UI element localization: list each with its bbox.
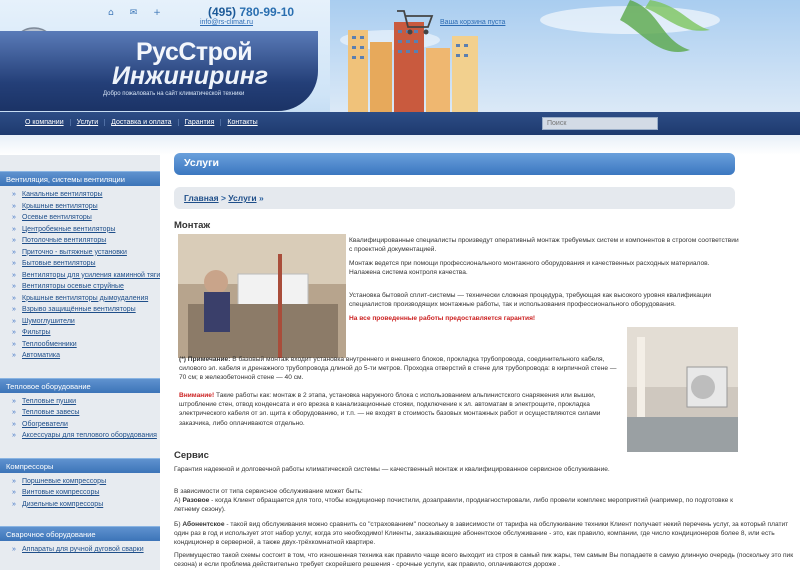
sidebar-item[interactable]: » Винтовые компрессоры bbox=[12, 487, 160, 499]
sidebar-item[interactable]: » Тепловые завесы bbox=[12, 407, 160, 419]
sidebar-section bbox=[0, 458, 160, 511]
sidebar-item[interactable]: » Обогреватели bbox=[12, 419, 160, 431]
note-paragraph bbox=[179, 355, 624, 383]
servis-b-text: - такой вид обслуживания можно сравнить со "страхованием" поскольку в зависимости от тарифа на обслуживание техники Клиент получает некий перечень услуг, за который платит один раз в год и использует этот набор услуг, когда это необходимо! Клиенты, заказывающие абонентское обслуживание - это, как правило, компании, где число кондиционеров более 8, или есть кондиционер в серверной, а также двух-трёхкомнатной квартире. bbox=[174, 521, 789, 547]
note-label: (*) Примечание: bbox=[179, 356, 231, 363]
attention-paragraph bbox=[179, 391, 624, 428]
sidebar-item[interactable]: » Шумоглушители bbox=[12, 316, 160, 328]
sidebar bbox=[0, 155, 160, 570]
home-icon[interactable]: ⌂ bbox=[108, 8, 114, 18]
breadcrumb-current[interactable]: Услуги bbox=[228, 193, 257, 203]
nav-contacts[interactable]: Контакты bbox=[220, 119, 263, 126]
nav-warranty[interactable]: Гарантия bbox=[178, 119, 221, 126]
servis-a-prefix: А) bbox=[174, 497, 183, 504]
content-top-gradient bbox=[0, 135, 800, 155]
sidebar-item[interactable]: » Тепловые пушки bbox=[12, 396, 160, 408]
sidebar-item[interactable]: » Автоматика bbox=[12, 350, 160, 362]
sidebar-item[interactable]: » Осевые вентиляторы bbox=[12, 212, 160, 224]
sidebar-item[interactable]: » Центробежные вентиляторы bbox=[12, 224, 160, 236]
main-nav bbox=[19, 119, 264, 126]
servis-paragraph-1: Гарантия надежной и долговечной работы климатической системы — качественный монтаж и квалифицированное сервисное обслуживание. bbox=[174, 466, 610, 473]
sidebar-item[interactable]: » Фильтры bbox=[12, 327, 160, 339]
montazh-paragraph-3: Установка бытовой сплит-системы — технически сложная процедура, требующая как высокого уровня квалификации специалистов производящих монтажные работы, так и использования профессионального оборудования. bbox=[349, 292, 712, 309]
servis-option-b bbox=[174, 520, 794, 548]
note-text: В базовый монтаж входит установка внутреннего и внешнего блоков, прокладка трубопровода, соединительного кабеля, силового эл. кабеля и дренажного трубопровода длиной до 5-ти метров. Проходка отверстий в стене для трубопровода: в кирпичной стене — 70 см; в железобетонной стене — 40 см. bbox=[179, 356, 617, 382]
cart-link[interactable]: Ваша корзина пуста bbox=[440, 19, 506, 26]
servis-a-label: Разовое bbox=[182, 497, 210, 504]
sidebar-item[interactable]: » Аксессуары для теплового оборудования bbox=[12, 430, 160, 442]
sidebar-list bbox=[0, 473, 160, 511]
email-link[interactable]: info@rs-climat.ru bbox=[200, 19, 254, 26]
attention-text: Такие работы как: монтаж в 2 этапа, установка наружного блока с использованием альпинистского снаряжения или вышки, штробление стен, отвод конденсата и его врезка в канализационные стояки, подключение к эл. автоматам в электрощите, прокладка электрического кабеля от эл. щита к оборудованию, и т.п. — не входят в стоимость базовых монтажных работ и осуществляются силами заказчика, либо оплачиваются отдельно. bbox=[179, 392, 601, 427]
attention-label: Внимание! bbox=[179, 392, 215, 399]
sidebar-section-title[interactable]: Компрессоры bbox=[0, 458, 160, 473]
montazh-paragraph-1: Квалифицированные специалисты произведут оперативный монтаж требуемых систем и компонентов в строгом соответствии с проектной документацией. bbox=[349, 237, 739, 254]
outdoor-unit-photo bbox=[627, 327, 738, 452]
cart-icon[interactable] bbox=[395, 7, 435, 37]
montazh-heading: Монтаж bbox=[174, 220, 211, 231]
servis-b-prefix: Б) bbox=[174, 521, 183, 528]
search-input[interactable] bbox=[542, 117, 658, 130]
nav-services[interactable]: Услуги bbox=[70, 119, 105, 126]
sidebar-item[interactable]: » Крышные вентиляторы bbox=[12, 201, 160, 213]
sidebar-section bbox=[0, 378, 160, 442]
sidebar-item[interactable]: » Потолочные вентиляторы bbox=[12, 235, 160, 247]
logo-line1[interactable]: РусСтрой bbox=[136, 38, 253, 66]
breadcrumb bbox=[174, 187, 735, 209]
servis-paragraph-3: Преимущество такой схемы состоит в том, что изношенная техника как правило чаще всего выходит из строя в самый пик жары, тем самым Вы попадаете в самую длинную очередь (поскольку это пик сезона) и если проблема действительно требует скорейшего решения - срочные услуги, как правило, оплачиваются дороже . bbox=[174, 552, 794, 569]
breadcrumb-separator: > bbox=[220, 193, 226, 203]
nav-about[interactable]: О компании bbox=[25, 119, 64, 126]
breadcrumb-home[interactable]: Главная bbox=[184, 193, 219, 203]
sidebar-list bbox=[0, 541, 160, 556]
mail-icon[interactable]: ✉ bbox=[129, 8, 138, 18]
servis-paragraph-2: В зависимости от типа сервисное обслуживание может быть: bbox=[174, 488, 363, 495]
sidebar-item[interactable]: » Вентиляторы осевые струйные bbox=[12, 281, 160, 293]
sidebar-list bbox=[0, 186, 160, 362]
sidebar-item[interactable]: » Бытовые вентиляторы bbox=[12, 258, 160, 270]
installer-photo bbox=[178, 234, 346, 358]
phone-code: (495) bbox=[208, 5, 237, 19]
servis-option-a bbox=[174, 496, 739, 514]
sidebar-item[interactable]: » Аппараты для ручной дуговой сварки bbox=[12, 544, 160, 556]
sidebar-section-title[interactable]: Сварочное оборудование bbox=[0, 526, 160, 541]
montazh-paragraph-2: Монтаж ведется при помощи профессионального монтажного оборудования и качественных расходных материалов. Налажена система контроля качества. bbox=[349, 260, 710, 277]
phone-number: 780-99-10 bbox=[239, 5, 295, 19]
sidebar-item[interactable]: » Вентиляторы для усиления каминной тяги bbox=[12, 270, 160, 282]
welcome-text: Добро пожаловать на сайт климатической техники bbox=[103, 91, 245, 97]
sidebar-item[interactable]: » Дизельные компрессоры bbox=[12, 499, 160, 511]
sidebar-item[interactable]: » Взрыво защищённые вентиляторы bbox=[12, 304, 160, 316]
servis-heading: Сервис bbox=[174, 450, 209, 461]
sidebar-section-title[interactable]: Вентиляция, системы вентиляции bbox=[0, 171, 160, 186]
sidebar-item[interactable]: » Крышные вентиляторы дымоудаления bbox=[12, 293, 160, 305]
sidebar-item[interactable]: » Приточно - вытяжные установки bbox=[12, 247, 160, 259]
servis-a-text: - когда Клиент обращается для того, чтобы кондиционер почистили, дозаправили, продиагностировали, либо провели комплекс мероприятий (например, по подготовке к летнему сезону). bbox=[174, 497, 734, 514]
servis-b-label: Абонентское bbox=[182, 521, 225, 528]
sidebar-list bbox=[0, 393, 160, 442]
phone bbox=[208, 5, 294, 19]
plus-icon[interactable]: + bbox=[153, 8, 161, 18]
page-title: Услуги bbox=[174, 153, 735, 175]
sidebar-item[interactable]: » Теплообменники bbox=[12, 339, 160, 351]
nav-delivery[interactable]: Доставка и оплата bbox=[104, 119, 177, 126]
sidebar-section bbox=[0, 526, 160, 556]
sidebar-section-title[interactable]: Тепловое оборудование bbox=[0, 378, 160, 393]
top-icons bbox=[108, 8, 161, 18]
sidebar-item[interactable]: » Поршневые компрессоры bbox=[12, 476, 160, 488]
sidebar-section bbox=[0, 171, 160, 362]
sidebar-item[interactable]: » Канальные вентиляторы bbox=[12, 189, 160, 201]
logo-line2[interactable]: Инжиниринг bbox=[112, 62, 269, 90]
breadcrumb-tail: » bbox=[258, 193, 264, 203]
guarantee-text: На все проведенные работы предоставляется гарантия! bbox=[349, 315, 536, 322]
